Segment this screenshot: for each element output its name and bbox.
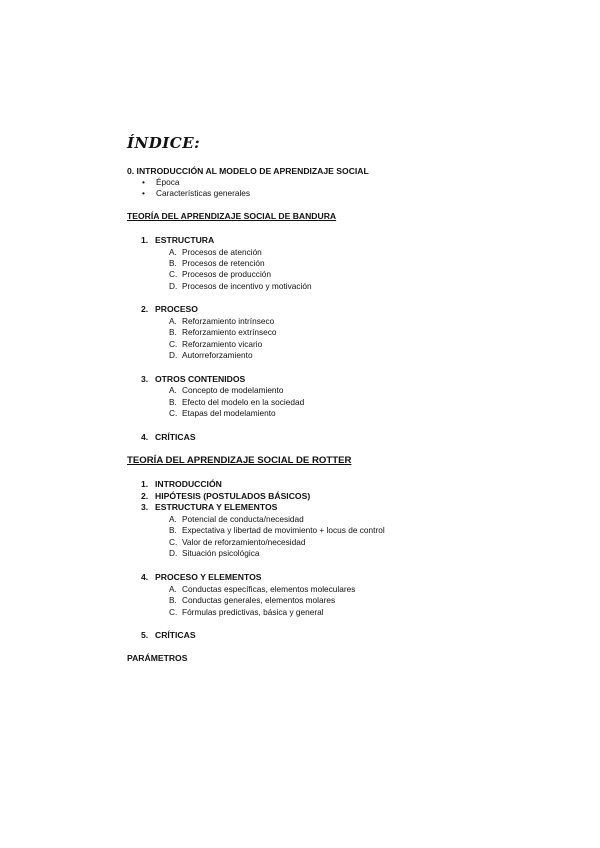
list-item: [169, 514, 304, 524]
list-item: [169, 537, 305, 547]
section-number: 3.: [141, 374, 149, 384]
list-item: [169, 548, 259, 558]
item-text: Conductas específicas, elementos moleculares: [182, 584, 356, 594]
section-number: 4.: [141, 432, 149, 442]
item-text: Procesos de producción: [182, 269, 272, 279]
section-title: CRÍTICAS: [155, 630, 196, 640]
section-heading: [141, 491, 310, 501]
item-letter: B.: [169, 327, 177, 337]
section-title: PROCESO Y ELEMENTOS: [155, 572, 262, 582]
bandura-heading: TEORÍA DEL APRENDIZAJE SOCIAL DE BANDURA: [127, 211, 337, 221]
section-heading: [141, 630, 196, 640]
section-title: OTROS CONTENIDOS: [155, 374, 246, 384]
section-title: INTRODUCCIÓN: [155, 479, 222, 489]
list-item: [169, 316, 274, 326]
list-item: [169, 385, 283, 395]
item-text: Reforzamiento intrínseco: [182, 316, 275, 326]
section-number: 2.: [141, 304, 149, 314]
list-item: [169, 258, 265, 268]
item-text: Fórmulas predictivas, básica y general: [182, 607, 324, 617]
section-title: ESTRUCTURA Y ELEMENTOS: [155, 502, 278, 512]
list-item: [169, 607, 324, 617]
item-letter: D.: [169, 350, 178, 360]
item-text: Concepto de modelamiento: [182, 385, 284, 395]
item-letter: A.: [169, 316, 177, 326]
list-item: [169, 584, 355, 594]
list-item: [169, 397, 304, 407]
item-letter: B.: [169, 595, 177, 605]
section-number: 4.: [141, 572, 149, 582]
intro-bullet-item: [142, 188, 250, 198]
section-title: HIPÓTESIS (POSTULADOS BÁSICOS): [155, 491, 311, 501]
intro-bullet-text: Características generales: [156, 188, 251, 198]
item-text: Situación psicológica: [182, 548, 260, 558]
item-letter: B.: [169, 258, 177, 268]
item-text: Autorreforzamiento: [182, 350, 253, 360]
bullet-icon: •: [142, 188, 145, 198]
item-letter: B.: [169, 525, 177, 535]
parametros-heading: PARÁMETROS: [127, 653, 188, 663]
item-letter: A.: [169, 584, 177, 594]
section-heading: [141, 502, 277, 512]
item-letter: D.: [169, 548, 178, 558]
section-number: 2.: [141, 491, 149, 501]
item-letter: A.: [169, 247, 177, 257]
section-number: 5.: [141, 630, 149, 640]
list-item: [169, 327, 277, 337]
list-item: [169, 339, 262, 349]
section-heading: [141, 304, 198, 314]
item-text: Procesos de retención: [182, 258, 265, 268]
intro-bullet-item: [142, 177, 180, 187]
section-heading: [141, 235, 214, 245]
section-number: 1.: [141, 479, 149, 489]
list-item: [169, 247, 262, 257]
item-text: Conductas generales, elementos molares: [182, 595, 336, 605]
item-letter: C.: [169, 537, 178, 547]
section-title: CRÍTICAS: [155, 432, 196, 442]
section-heading: [141, 374, 245, 384]
item-letter: C.: [169, 607, 178, 617]
item-letter: C.: [169, 339, 178, 349]
section-heading: [141, 572, 262, 582]
section-title: PROCESO: [155, 304, 198, 314]
item-letter: C.: [169, 408, 178, 418]
section-heading: [141, 479, 222, 489]
item-letter: A.: [169, 514, 177, 524]
item-text: Reforzamiento vicario: [182, 339, 263, 349]
item-text: Expectativa y libertad de movimiento + locus de control: [182, 525, 385, 535]
list-item: [169, 408, 276, 418]
item-text: Valor de reforzamiento/necesidad: [182, 537, 306, 547]
item-text: Procesos de incentivo y motivación: [182, 281, 312, 291]
item-letter: B.: [169, 397, 177, 407]
item-letter: C.: [169, 269, 178, 279]
item-text: Potencial de conducta/necesidad: [182, 514, 304, 524]
item-letter: D.: [169, 281, 178, 291]
list-item: [169, 269, 271, 279]
list-item: [169, 595, 335, 605]
list-item: [169, 525, 385, 535]
list-item: [169, 350, 253, 360]
item-text: Procesos de atención: [182, 247, 262, 257]
intro-heading: 0. INTRODUCCIÓN AL MODELO DE APRENDIZAJE SOCIAL: [127, 166, 369, 176]
section-heading: [141, 432, 196, 442]
section-number: 1.: [141, 235, 149, 245]
item-letter: A.: [169, 385, 177, 395]
bullet-icon: •: [142, 177, 145, 187]
rotter-heading: TEORÍA DEL APRENDIZAJE SOCIAL DE ROTTER: [127, 455, 352, 466]
intro-bullet-text: Época: [156, 177, 180, 187]
index-title: ÍNDICE:: [127, 134, 201, 152]
section-title: ESTRUCTURA: [155, 235, 215, 245]
list-item: [169, 281, 312, 291]
item-text: Etapas del modelamiento: [182, 408, 276, 418]
item-text: Efecto del modelo en la sociedad: [182, 397, 305, 407]
item-text: Reforzamiento extrínseco: [182, 327, 277, 337]
section-number: 3.: [141, 502, 149, 512]
